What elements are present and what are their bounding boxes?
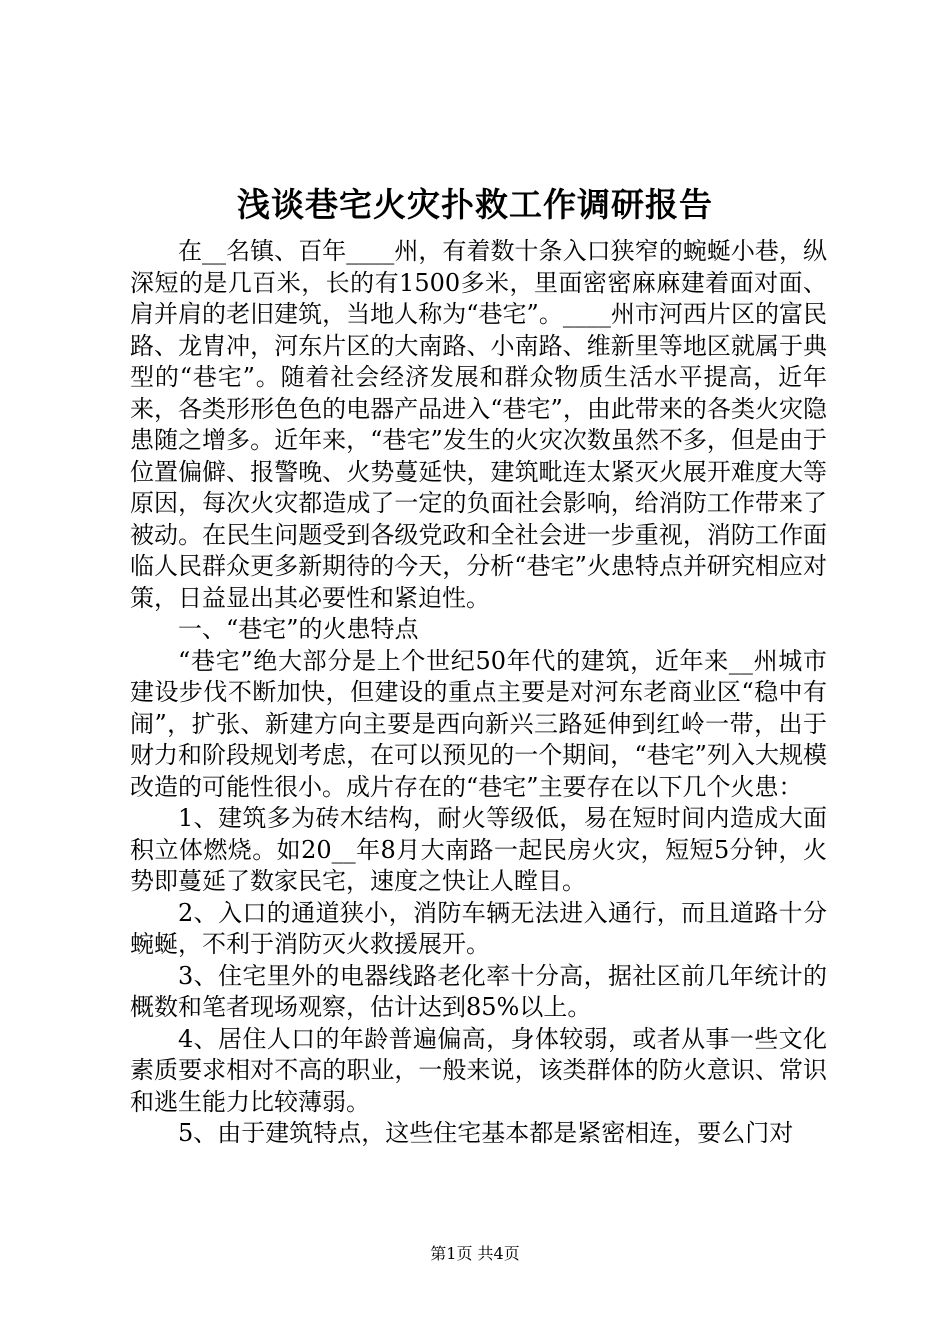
paragraph-item-4: 4、居住人口的年龄普遍偏高，身体较弱，或者从事一些文化素质要求相对不高的职业，一般来说，该类群体的防火意识、常识和逃生能力比较薄弱。 [130, 1024, 827, 1116]
paragraph-item-5: 5、由于建筑特点，这些住宅基本都是紧密相连，要么门对 [178, 1119, 794, 1147]
paragraph-item-3: 3、住宅里外的电器线路老化率十分高，据社区前几年统计的概数和笔者现场观察，估计达到85%以上。 [130, 961, 827, 1021]
paragraph-hazard-overview: “巷宅”绝大部分是上个世纪50年代的建筑，近年来__州城市建设步伐不断加快，但建设的重点主要是对河东老商业区“稳中有闹”，扩张、新建方向主要是西向新兴三路延伸到红岭一带，出于财力和阶段规划考虑，在可以预见的一个期间，“巷宅”列入大规模改造的可能性很小。成片存在的“巷宅”主要存在以下几个火患： [130, 646, 827, 801]
paragraph-item-2: 2、入口的通道狭小，消防车辆无法进入通行，而且道路十分蜿蜒，不利于消防灭火救援展开。 [130, 898, 827, 958]
document-title: 浅谈巷宅火灾扑救工作调研报告 [237, 185, 713, 224]
paragraph-item-1: 1、建筑多为砖木结构，耐火等级低，易在短时间内造成大面积立体燃烧。如20__年8月大南路一起民房火灾，短短5分钟，火势即蔓延了数家民宅，速度之快让人瞠目。 [130, 804, 827, 895]
page-number-footer: 第1页 共4页 [430, 1244, 520, 1263]
section-heading-fire-hazard-features: 一、“巷宅”的火患特点 [178, 615, 419, 643]
paragraph-intro: 在__名镇、百年____州，有着数十条入口狭窄的蜿蜒小巷，纵深短的是几百米，长的有1500多米，里面密密麻麻建着面对面、肩并肩的老旧建筑，当地人称为“巷宅”。____州市河西片区的富民路、龙胄冲，河东片区的大南路、小南路、维新里等地区就属于典型的“巷宅”。随着社会经济发展和群众物质生活水平提高，近年来，各类形形色色的电器产品进入“巷宅”，由此带来的各类火灾隐患随之增多。近年来，“巷宅”发生的火灾次数虽然不多，但是由于位置偏僻、报警晚、火势蔓延快，建筑毗连太紧灭火展开难度大等原因，每次火灾都造成了一定的负面社会影响，给消防工作带来了被动。在民生问题受到各级党政和全社会进一步重视，消防工作面临人民群众更多新期待的今天，分析“巷宅”火患特点并研究相应对策，日益显出其必要性和紧迫性。 [130, 237, 827, 612]
document-body [130, 236, 827, 1150]
